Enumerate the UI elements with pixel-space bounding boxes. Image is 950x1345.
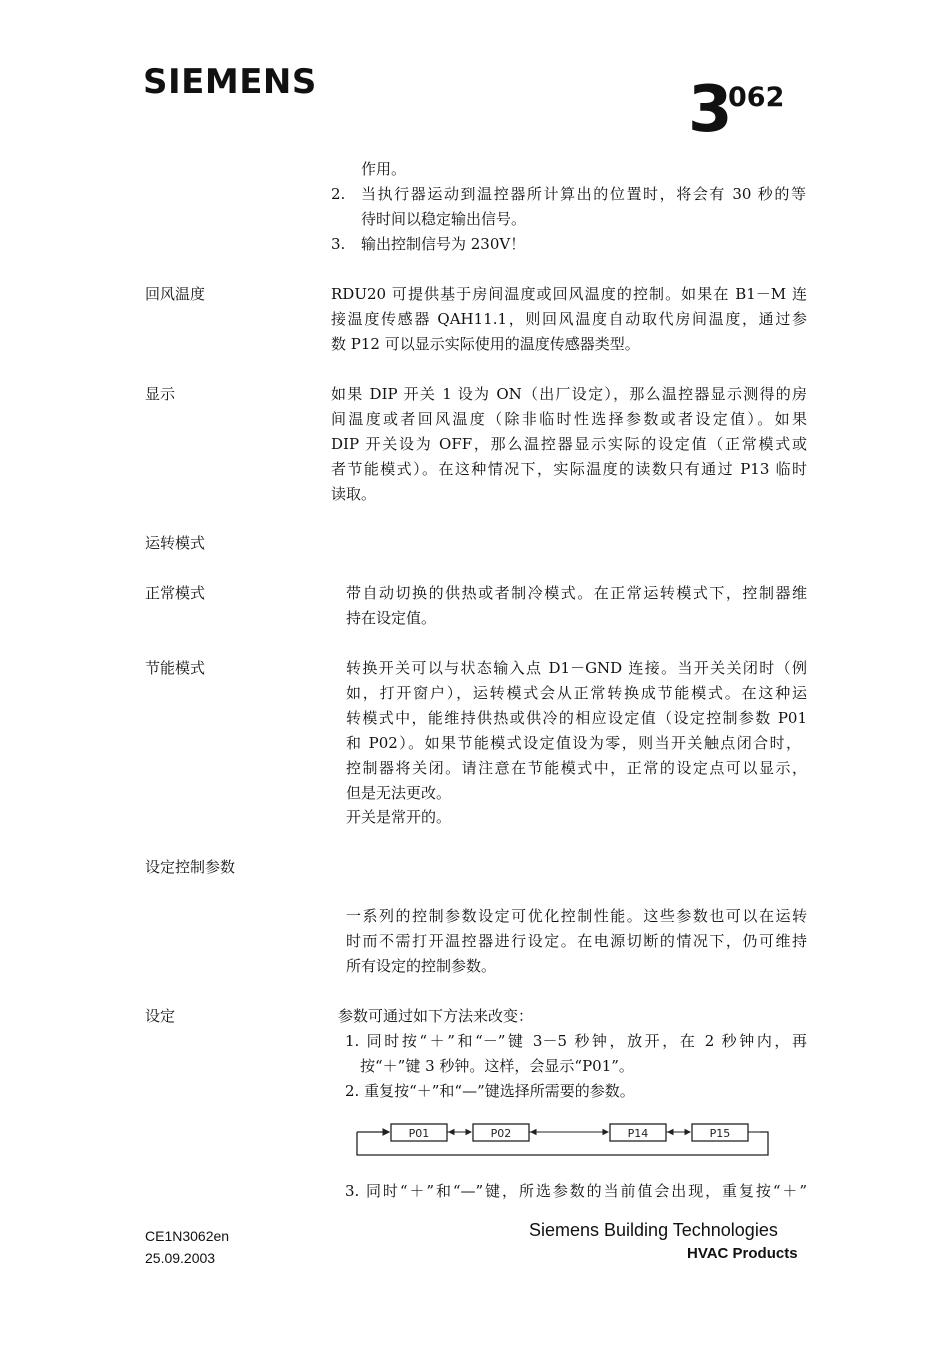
paragraph-line: 如，打开窗户），运转模式会从正常转换成节能模式。在这种运 <box>346 684 807 702</box>
step-line: 2. 重复按“＋”和“—”键选择所需要的参数。 <box>345 1082 635 1100</box>
paragraph-line: 带自动切换的供热或者制冷模式。在正常运转模式下，控制器维 <box>346 584 807 602</box>
section-label-control-params: 设定控制参数 <box>145 858 236 876</box>
footer-company: Siemens Building Technologies <box>529 1220 778 1240</box>
section-label-operating-mode: 运转模式 <box>145 534 206 552</box>
footer-doc-id: CE1N3062en <box>145 1228 230 1244</box>
paragraph-line: 所有设定的控制参数。 <box>346 957 497 975</box>
paragraph-line: 如果 DIP 开关 1 设为 ON（出厂设定），那么温控器显示测得的房 <box>331 385 807 403</box>
list-continuation: 作用。 <box>361 160 407 178</box>
section-label-economy-mode: 节能模式 <box>145 659 206 677</box>
paragraph-line: 时而不需打开温控器进行设定。在电源切断的情况下，仍可维持 <box>346 932 807 950</box>
list-item-text: 输出控制信号为 230V！ <box>361 235 526 253</box>
step-line: 3. 同时“＋”和“—”键，所选参数的当前值会出现，重复按“＋” <box>345 1182 807 1200</box>
list-item-number: 3. <box>331 235 346 253</box>
paragraph-line: 但是无法更改。 <box>346 784 452 802</box>
document-number-main: 3 <box>688 73 733 147</box>
paragraph-line: 数 P12 可以显示实际使用的温度传感器类型。 <box>331 335 640 353</box>
paragraph-line: RDU20 可提供基于房间温度或回风温度的控制。如果在 B1－M 连 <box>331 285 807 303</box>
paragraph-line: 读取。 <box>331 485 377 503</box>
paragraph-line: 间温度或者回风温度（除非临时性选择参数或者设定值）。如果 <box>331 410 807 428</box>
section-label-normal-mode: 正常模式 <box>145 584 206 602</box>
section-label-display: 显示 <box>145 385 176 403</box>
paragraph-line: 转模式中，能维持供热或供冷的相应设定值（设定控制参数 P01 <box>346 709 807 727</box>
param-label-p15: P15 <box>709 1127 731 1140</box>
paragraph-line: 参数可通过如下方法来改变： <box>338 1007 534 1025</box>
paragraph-line: 接温度传感器 QAH11.1，则回风温度自动取代房间温度，通过参 <box>331 310 807 328</box>
param-label-p14: P14 <box>627 1127 649 1140</box>
param-label-p01: P01 <box>408 1127 430 1140</box>
document-number-suffix: 062 <box>728 82 785 113</box>
section-label-return-air: 回风温度 <box>145 285 206 303</box>
paragraph-line: 开关是常开的。 <box>346 808 452 826</box>
paragraph-line: 转换开关可以与状态输入点 D1－GND 连接。当开关关闭时（例 <box>346 659 807 677</box>
paragraph-line: 控制器将关闭。请注意在节能模式中，正常的设定点可以显示， <box>346 759 807 777</box>
paragraph-line: 者节能模式）。在这种情况下，实际温度的读数只有通过 P13 临时 <box>331 460 807 478</box>
parameter-cycle-diagram <box>355 1120 771 1160</box>
list-item-number: 2. <box>331 185 346 203</box>
section-label-setting: 设定 <box>145 1007 176 1025</box>
paragraph-line: 持在设定值。 <box>346 609 437 627</box>
siemens-logo: SIEMENS <box>143 62 317 102</box>
paragraph-line: 一系列的控制参数设定可优化控制性能。这些参数也可以在运转 <box>346 907 807 925</box>
paragraph-line: DIP 开关设为 OFF，那么温控器显示实际的设定值（正常模式或 <box>331 435 807 453</box>
param-label-p02: P02 <box>490 1127 512 1140</box>
list-item-text: 待时间以稳定输出信号。 <box>361 210 527 228</box>
list-item-text: 当执行器运动到温控器所计算出的位置时，将会有 30 秒的等 <box>361 185 806 203</box>
step-line: 按“＋”键 3 秒钟。这样，会显示“P01”。 <box>360 1057 634 1075</box>
paragraph-line: 和 P02）。如果节能模式设定值设为零，则当开关触点闭合时， <box>346 734 801 752</box>
step-line: 1. 同时按“＋”和“－”键 3－5 秒钟，放开，在 2 秒钟内，再 <box>345 1032 807 1050</box>
footer-date: 25.09.2003 <box>145 1250 216 1266</box>
footer-division: HVAC Products <box>687 1245 798 1262</box>
